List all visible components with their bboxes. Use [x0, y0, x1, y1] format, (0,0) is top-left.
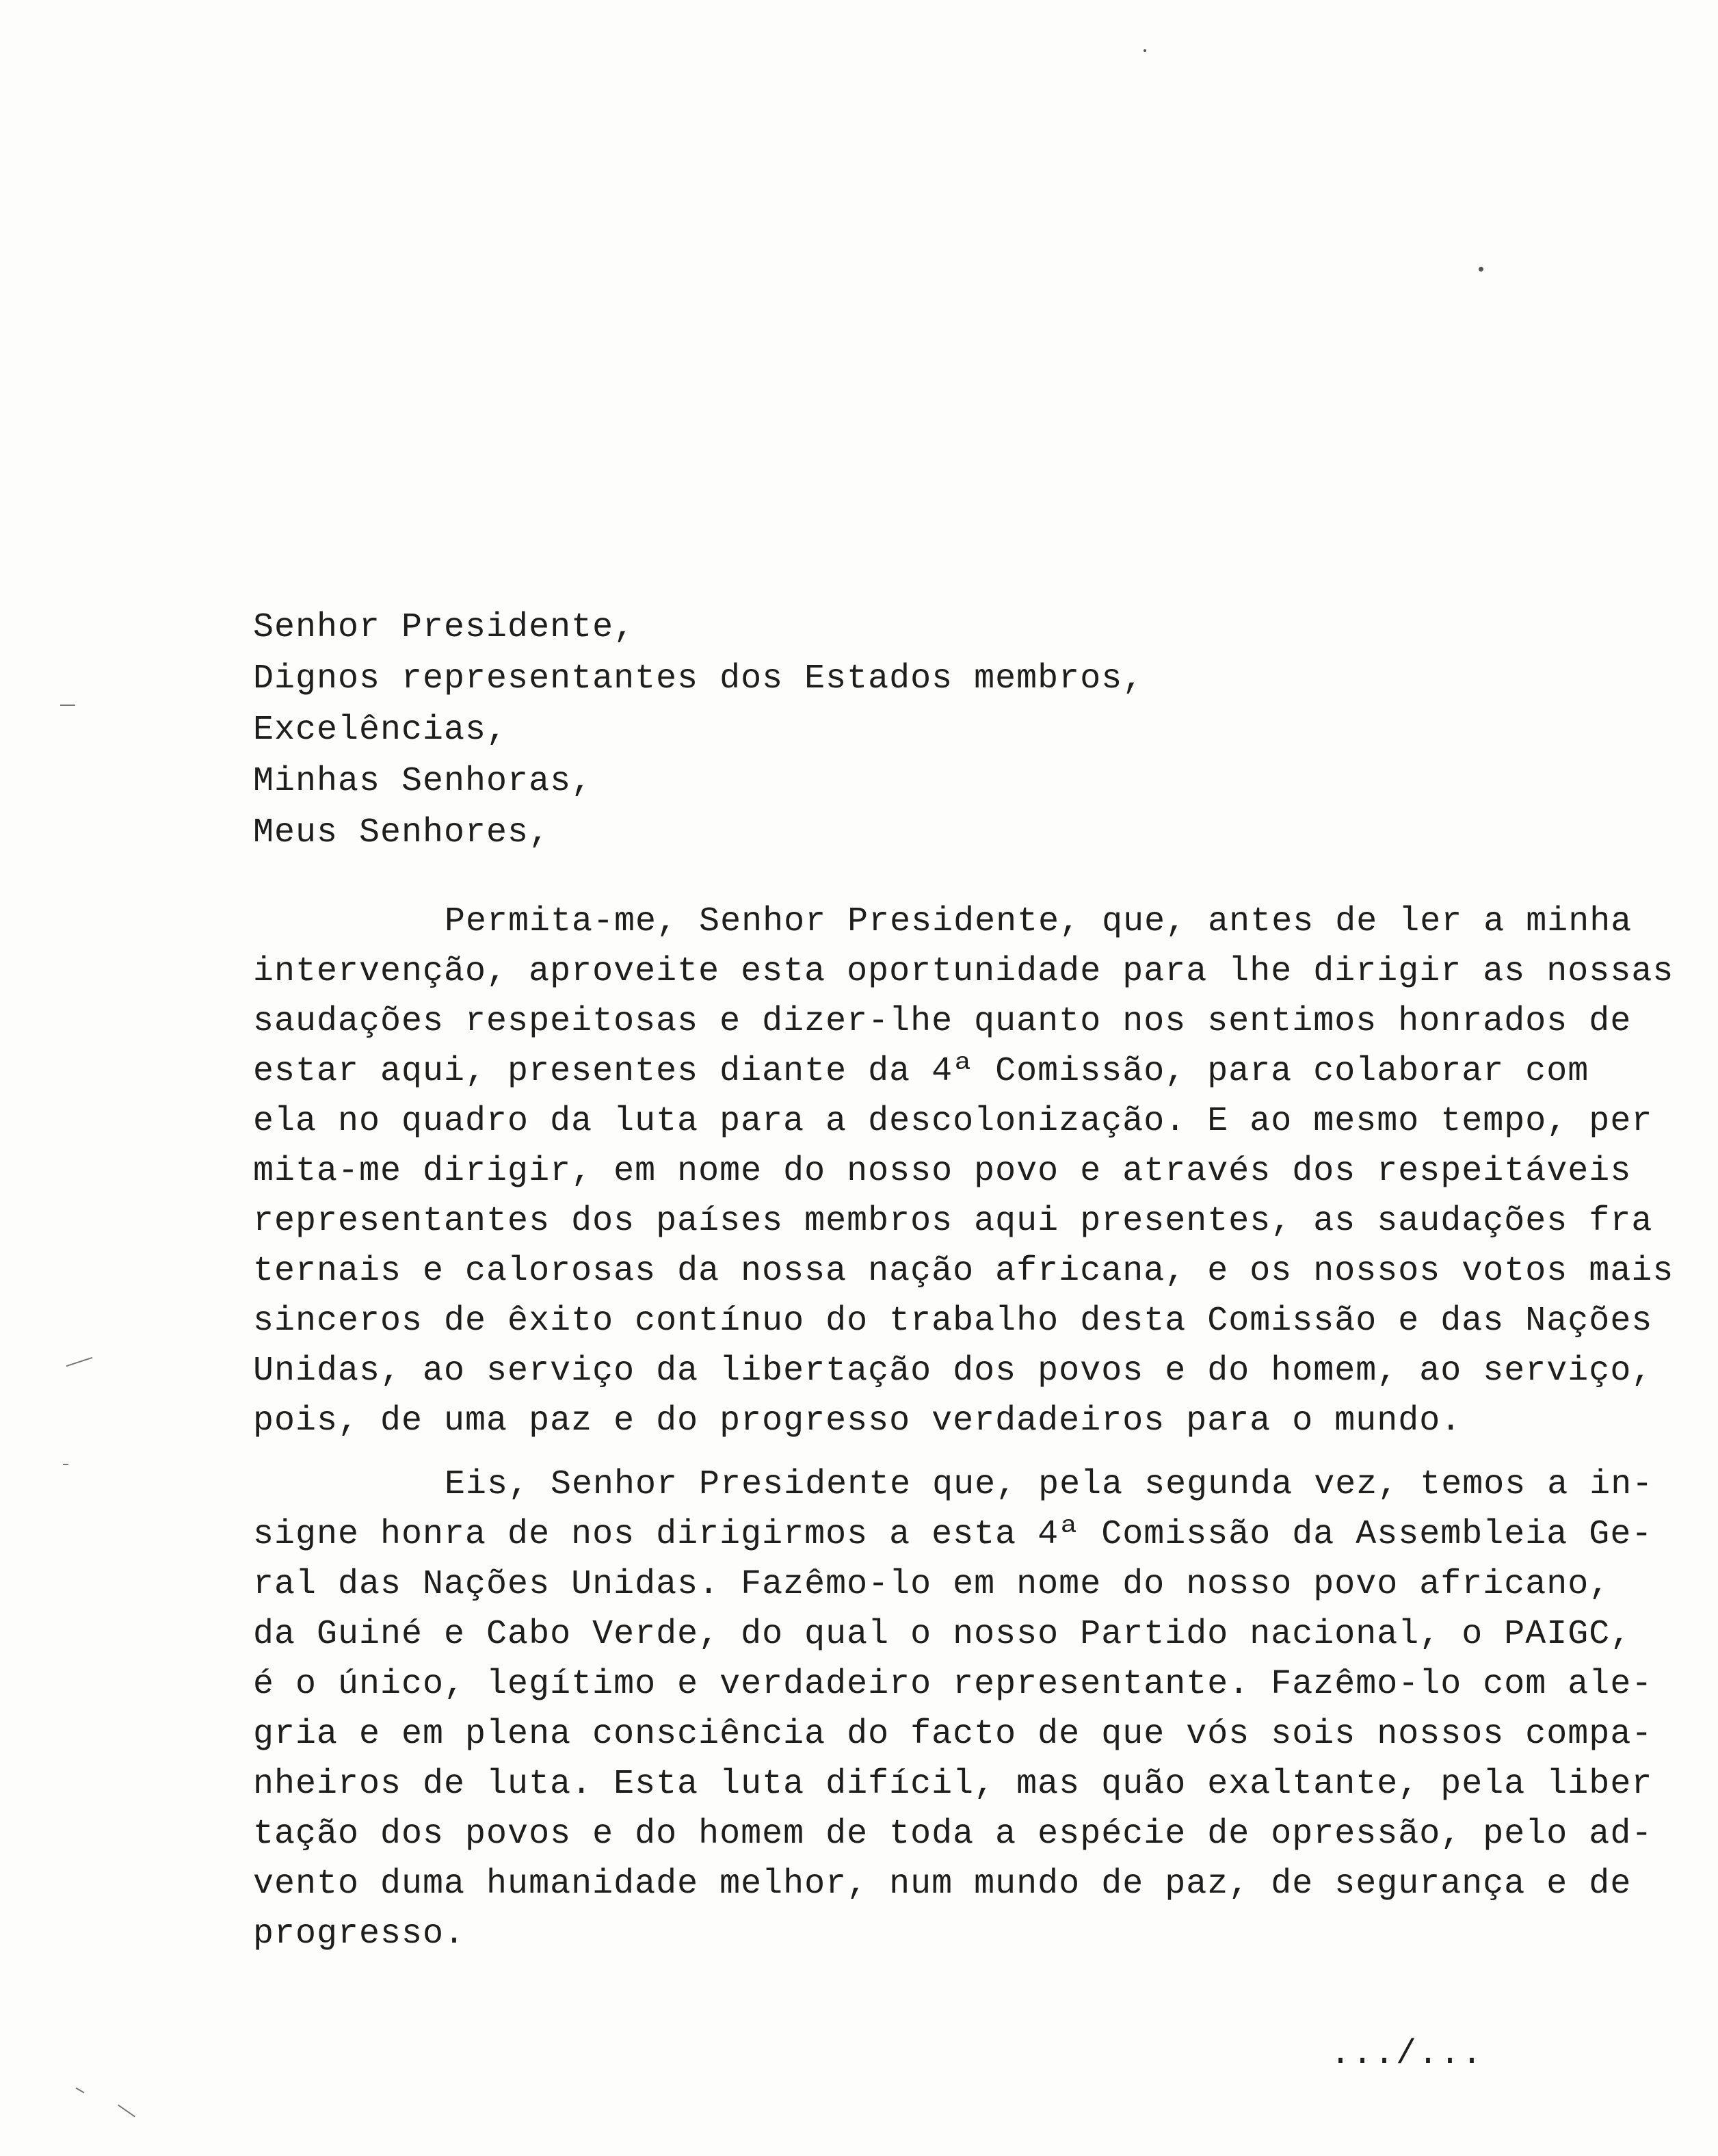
paragraph-line: gria e em plena consciência do facto de que vós sois nossos compa- [253, 1715, 1653, 1754]
paragraph-line: progresso. [253, 1915, 466, 1954]
salutation-line: Dignos representantes dos Estados membros, [253, 659, 1144, 698]
paragraph-line: ral das Nações Unidas. Fazêmo-lo em nome do nosso povo africano, [253, 1565, 1611, 1604]
salutation-line: Excelências, [253, 711, 508, 750]
paragraph-line: ternais e calorosas da nossa nação africana, e os nossos votos mais [253, 1252, 1674, 1291]
scan-margin-mark [63, 1464, 68, 1465]
paragraph-line: Permita-me, Senhor Presidente, que, antes de ler a minha [445, 902, 1633, 941]
paragraph-line: Unidas, ao serviço da libertação dos povos e do homem, ao serviço, [253, 1352, 1653, 1391]
page-continuation-mark: .../... [1330, 2035, 1484, 2074]
scan-margin-mark [60, 705, 75, 706]
scan-margin-mark [66, 1357, 93, 1367]
salutation-line: Meus Senhores, [253, 813, 551, 852]
paragraph-line: pois, de uma paz e do progresso verdadeiros para o mundo. [253, 1402, 1462, 1441]
paragraph-line: intervenção, aproveite esta oportunidade para lhe dirigir as nossas [253, 952, 1674, 991]
paragraph-1 [253, 896, 1676, 1445]
paragraph-line: vento duma humanidade melhor, num mundo de paz, de segurança e de [253, 1865, 1632, 1904]
scan-margin-mark [118, 2105, 135, 2118]
letter-body [253, 602, 1676, 1958]
paragraph-line: nheiros de luta. Esta luta difícil, mas quão exaltante, pela liber [253, 1765, 1653, 1804]
paragraph-line: mita-me dirigir, em nome do nosso povo e através dos respeitáveis [253, 1152, 1632, 1191]
paragraph-2 [253, 1459, 1676, 1958]
scan-speck [1144, 49, 1146, 52]
salutation-line: Senhor Presidente, [253, 608, 635, 647]
paragraph-line: saudações respeitosas e dizer-lhe quanto nos sentimos honrados de [253, 1002, 1632, 1041]
paragraph-line: signe honra de nos dirigirmos a esta 4ª Comissão da Assembleia Ge- [253, 1515, 1653, 1554]
paragraph-line: tação dos povos e do homem de toda a espécie de opressão, pelo ad- [253, 1815, 1653, 1854]
paragraph-line: representantes dos países membros aqui presentes, as saudações fra [253, 1202, 1653, 1241]
paragraph-line: é o único, legítimo e verdadeiro representante. Fazêmo-lo com ale- [253, 1665, 1653, 1704]
paragraph-line: Eis, Senhor Presidente que, pela segunda vez, temos a in- [445, 1465, 1654, 1504]
paragraph-line: da Guiné e Cabo Verde, do qual o nosso Partido nacional, o PAIGC, [253, 1615, 1632, 1654]
paragraph-line: estar aqui, presentes diante da 4ª Comissão, para colaborar com [253, 1052, 1589, 1091]
scan-speck [1479, 267, 1483, 272]
scan-margin-mark [75, 2088, 84, 2094]
salutation-block [253, 602, 1676, 858]
salutation-line: Minhas Senhoras, [253, 762, 593, 801]
paragraph-line: sinceros de êxito contínuo do trabalho desta Comissão e das Nações [253, 1302, 1653, 1341]
paragraph-line: ela no quadro da luta para a descolonização. E ao mesmo tempo, per [253, 1102, 1653, 1141]
